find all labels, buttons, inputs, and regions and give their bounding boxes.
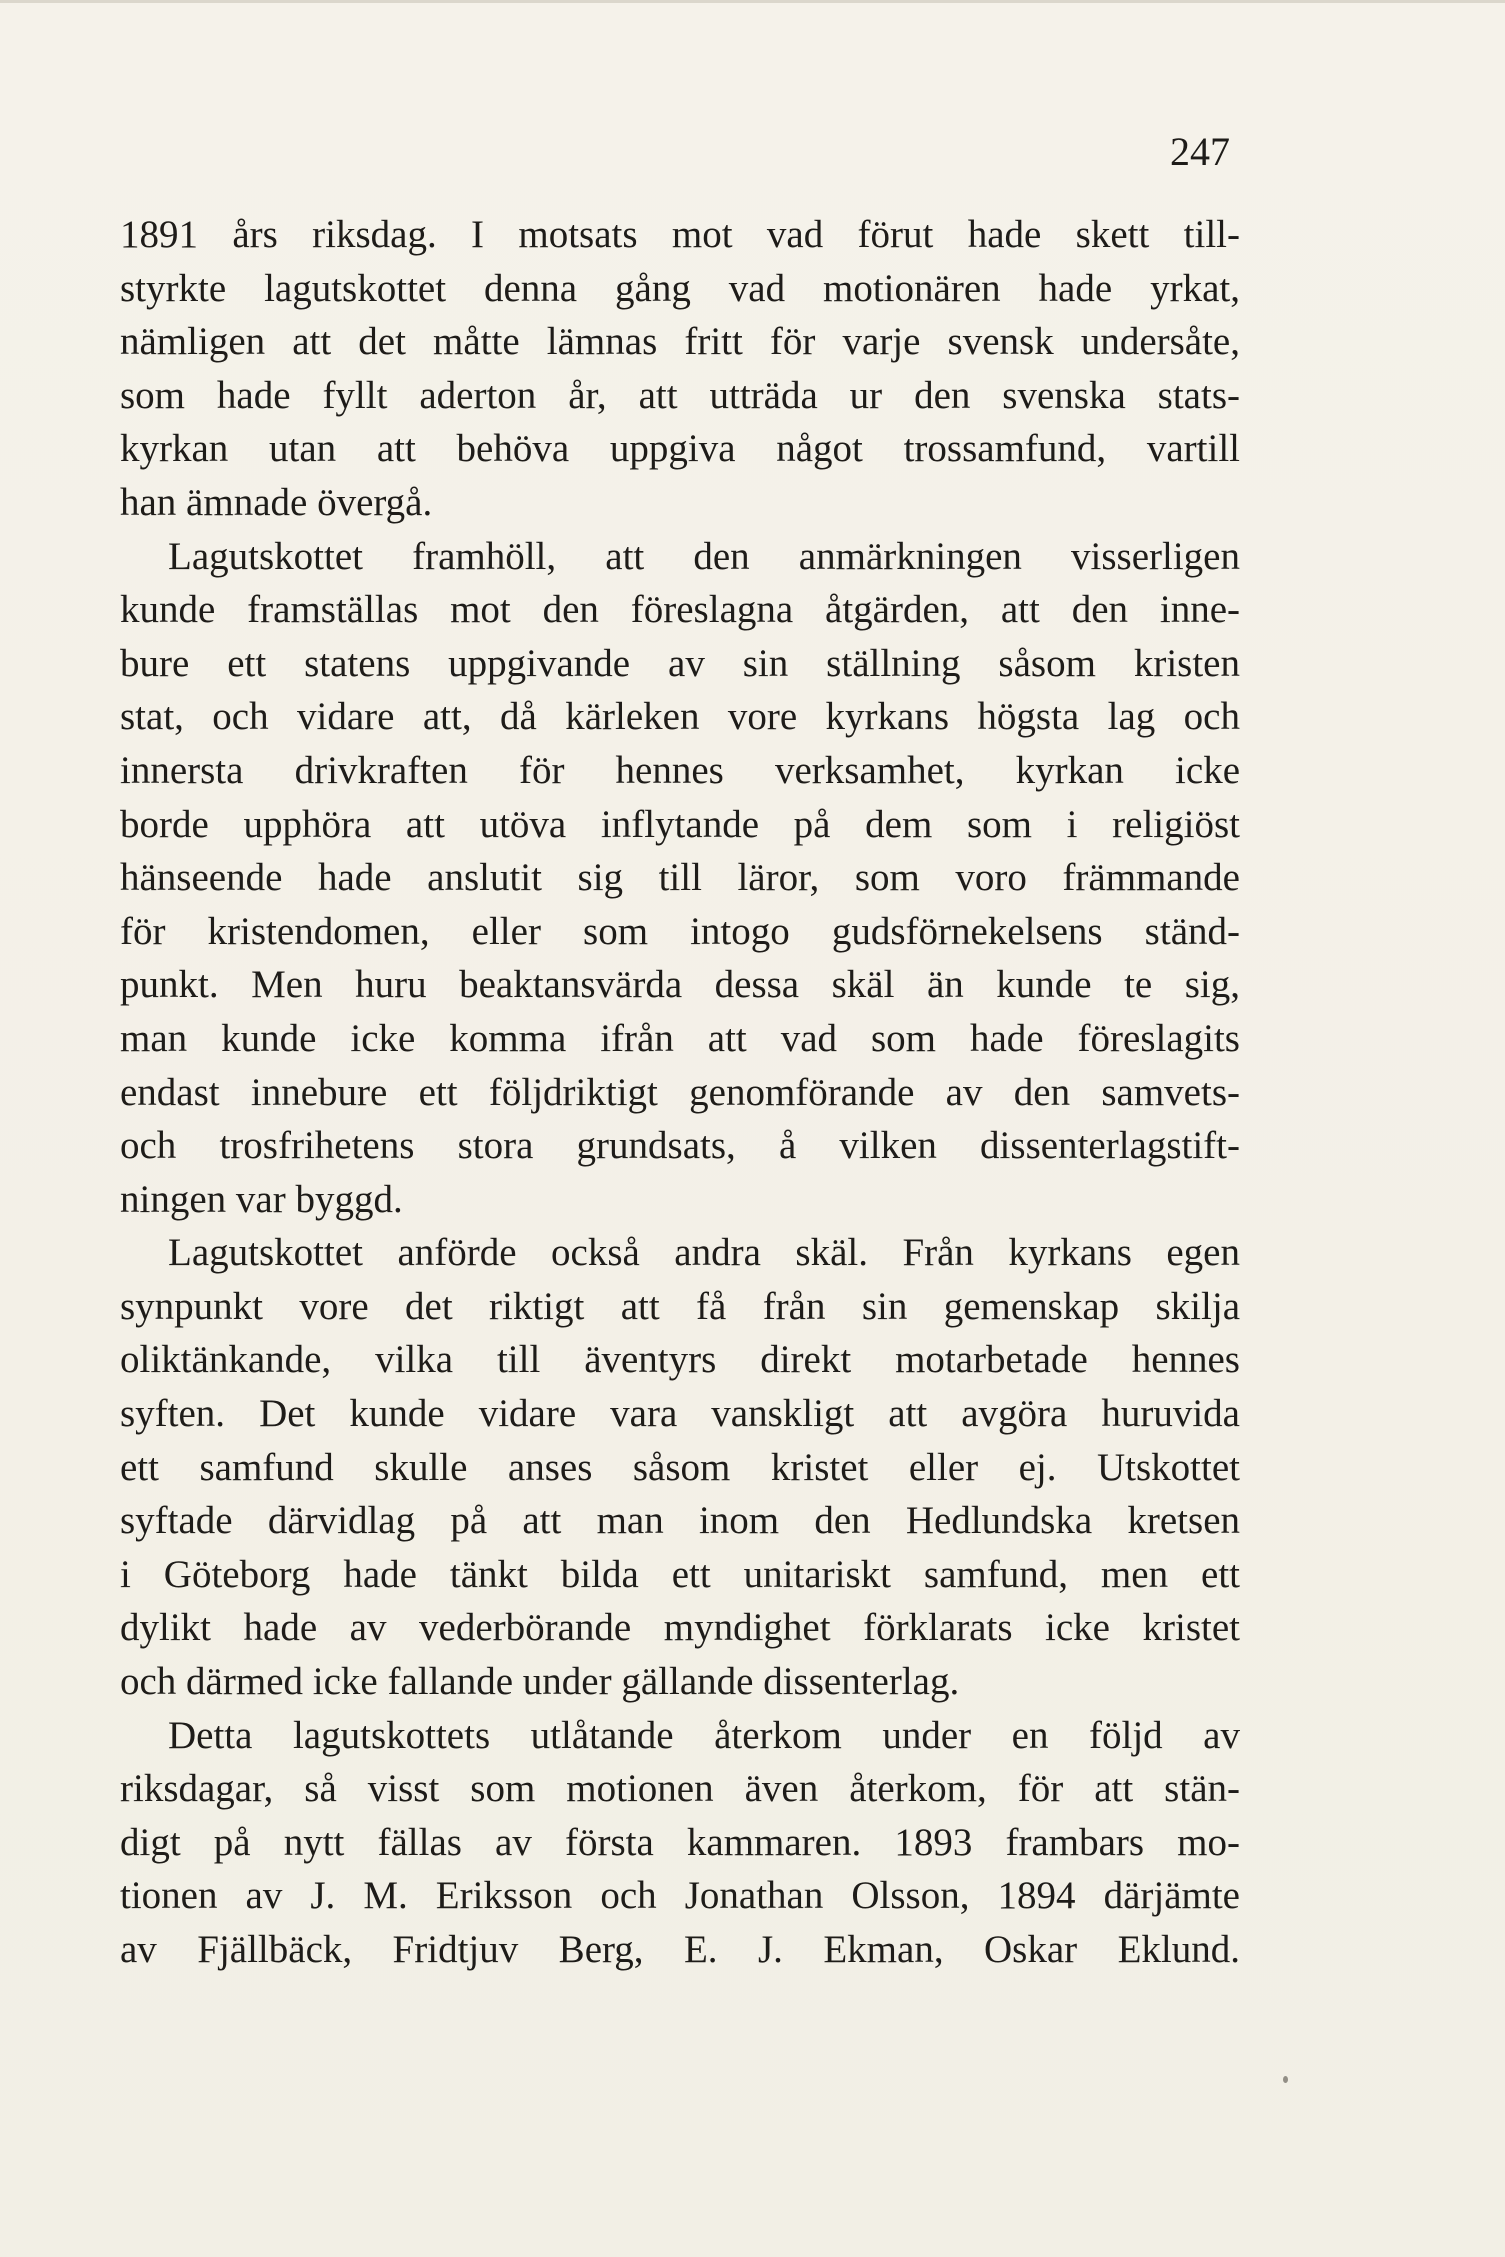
text-line: man kunde icke komma ifrån att vad som hade föreslagits xyxy=(120,1016,1240,1060)
text-line: han ämnade övergå. xyxy=(120,480,433,524)
text-line: syftade därvidlag på att man inom den Hedlundska kretsen xyxy=(120,1499,1240,1543)
text-line: tionen av J. M. Eriksson och Jonathan Olsson, 1894 därjämte xyxy=(120,1874,1240,1918)
paper-speck xyxy=(1283,2076,1288,2083)
text-line: borde upphöra att utöva inflytande på dem som i religiöst xyxy=(120,802,1240,846)
text-line: hänseende hade anslutit sig till läror, som voro främmande xyxy=(120,856,1240,900)
text-line: stat, och vidare att, då kärleken vore kyrkans högsta lag och xyxy=(120,695,1240,739)
text-line: för kristendomen, eller som intogo gudsförnekelsens ständ- xyxy=(120,909,1240,953)
text-line: dylikt hade av vederbörande myndighet förklarats icke kristet xyxy=(120,1606,1240,1650)
page-top-edge xyxy=(0,0,1505,3)
paragraph-first-line: Lagutskottet framhöll, att den anmärkningen visserligen xyxy=(168,534,1240,578)
text-line: riksdagar, så visst som motionen även återkom, för att stän- xyxy=(120,1767,1240,1811)
body-text xyxy=(120,208,1240,1977)
text-line: synpunkt vore det riktigt att få från sin gemenskap skilja xyxy=(120,1284,1240,1328)
text-line: och därmed icke fallande under gällande dissenterlag. xyxy=(120,1660,960,1704)
text-line: 1891 års riksdag. I motsats mot vad förut hade skett till- xyxy=(120,213,1240,256)
text-line: syften. Det kunde vidare vara vanskligt att avgöra huruvida xyxy=(120,1392,1240,1436)
paragraph-first-line: Detta lagutskottets utlåtande återkom under en följd av xyxy=(168,1713,1240,1757)
text-line: oliktänkande, vilka till äventyrs direkt motarbetade hennes xyxy=(120,1338,1240,1382)
text-line: innersta drivkraften för hennes verksamhet, kyrkan icke xyxy=(120,748,1240,792)
text-line: som hade fyllt aderton år, att utträda ur den svenska stats- xyxy=(120,373,1240,417)
paragraph-first-line: Lagutskottet anförde också andra skäl. Från kyrkans egen xyxy=(168,1231,1240,1275)
text-line: styrkte lagutskottet denna gång vad motionären hade yrkat, xyxy=(120,266,1240,310)
text-line: och trosfrihetens stora grundsats, å vilken dissenterlagstift- xyxy=(120,1124,1240,1168)
text-line: ningen var byggd. xyxy=(120,1177,403,1221)
text-line: av Fjällbäck, Fridtjuv Berg, E. J. Ekman, Oskar Eklund. xyxy=(120,1928,1240,1971)
text-line: ett samfund skulle anses såsom kristet eller ej. Utskottet xyxy=(120,1445,1240,1489)
text-line: bure ett statens uppgivande av sin ställning såsom kristen xyxy=(120,641,1240,685)
text-line: nämligen att det måtte lämnas fritt för varje svensk undersåte, xyxy=(120,320,1240,364)
text-line: punkt. Men huru beaktansvärda dessa skäl än kunde te sig, xyxy=(120,963,1240,1007)
page-number: 247 xyxy=(1170,129,1230,174)
text-line: endast innebure ett följdriktigt genomförande av den samvets- xyxy=(120,1070,1240,1114)
text-line: digt på nytt fällas av första kammaren. 1893 frambars mo- xyxy=(120,1820,1240,1864)
text-line: kyrkan utan att behöva uppgiva något trossamfund, vartill xyxy=(120,427,1240,471)
text-line: kunde framställas mot den föreslagna åtgärden, att den inne- xyxy=(120,588,1240,632)
text-line: i Göteborg hade tänkt bilda ett unitariskt samfund, men ett xyxy=(120,1552,1240,1596)
